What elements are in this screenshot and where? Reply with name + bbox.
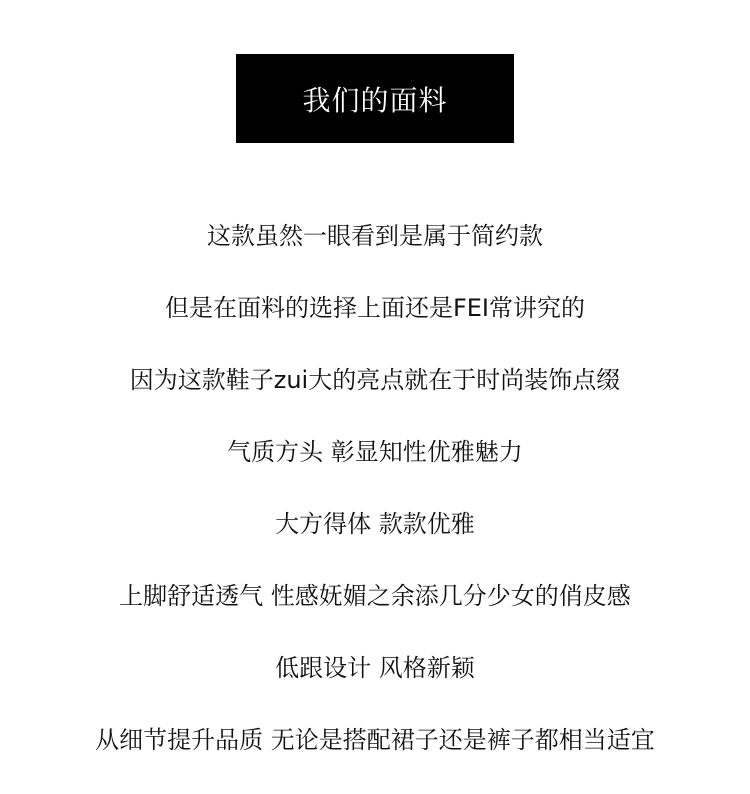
description-line-4: 气质方头 彰显知性优雅魅力 <box>227 438 523 466</box>
description-line-5: 大方得体 款款优雅 <box>275 510 475 538</box>
description-line-6: 上脚舒适透气 性感妩媚之余添几分少女的俏皮感 <box>119 582 631 610</box>
description-line-7: 低跟设计 风格新颖 <box>275 654 475 682</box>
description-line-1: 这款虽然一眼看到是属于简约款 <box>207 222 543 250</box>
title-banner <box>236 54 514 143</box>
page-title: 我们的面料 <box>302 83 448 117</box>
description-line-2: 但是在面料的选择上面还是FEI常讲究的 <box>164 294 586 322</box>
description-line-3: 因为这款鞋子zui大的亮点就在于时尚装饰点缀 <box>129 366 621 394</box>
description-line-8: 从细节提升品质 无论是搭配裙子还是裤子都相当适宜 <box>95 726 655 754</box>
